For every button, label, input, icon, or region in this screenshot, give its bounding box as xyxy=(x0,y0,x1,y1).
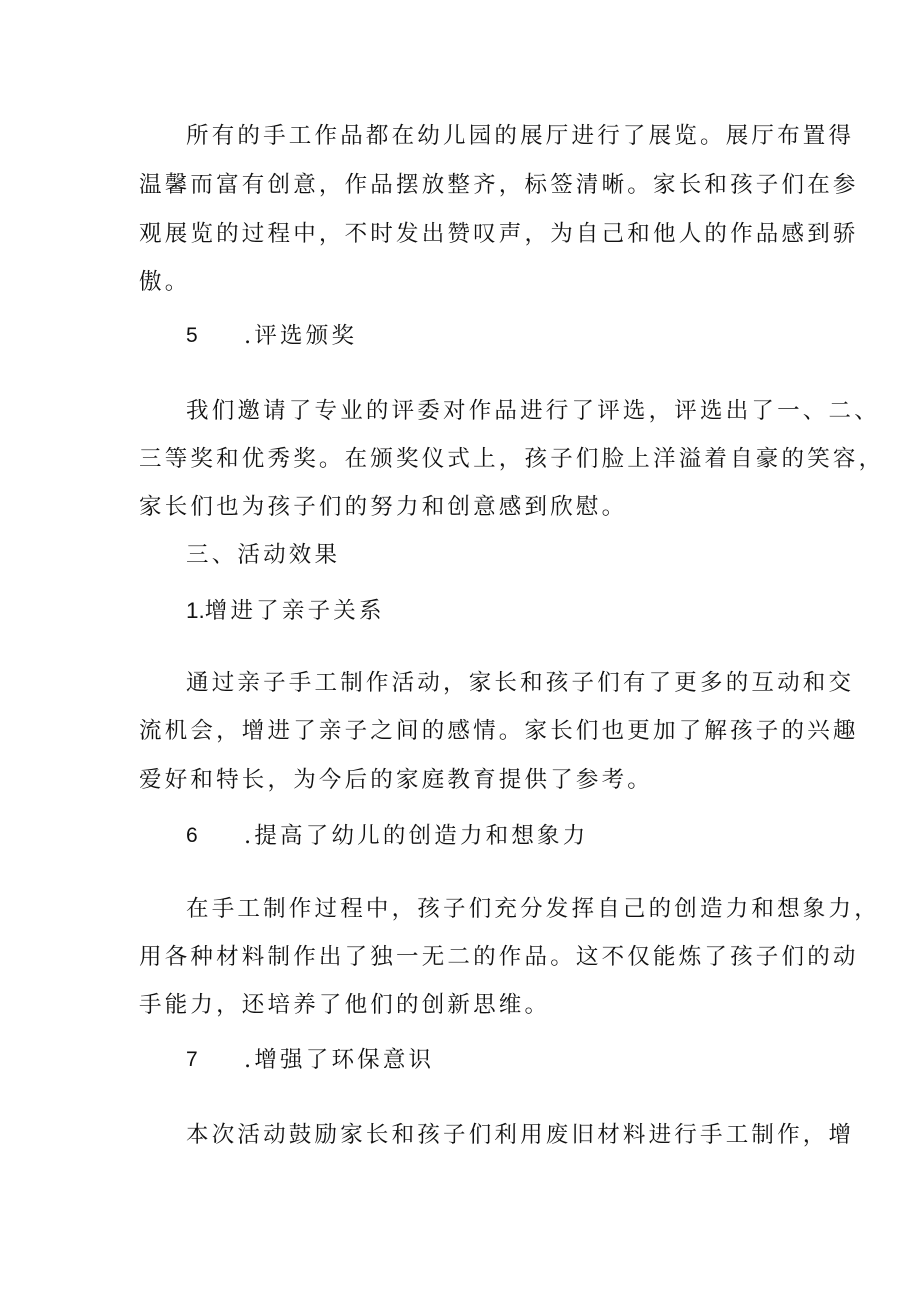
text-line: 手能力，还培养了他们的创新思维。 xyxy=(139,992,551,1018)
heading-title: .增强了环保意识 xyxy=(244,1047,435,1073)
heading-title: .提高了幼儿的创造力和想象力 xyxy=(244,823,589,849)
heading-title: 增进了亲子关系 xyxy=(204,598,385,624)
text-line: 爱好和特长，为今后的家庭教育提供了参考。 xyxy=(139,767,654,793)
heading-parent-child-relationship xyxy=(186,595,385,627)
text-line: 流机会，增进了亲子之间的感情。家长们也更加了解孩子的兴趣 xyxy=(139,718,859,744)
text-line: 傲。 xyxy=(139,269,191,295)
text-line: 家长们也为孩子们的努力和创意感到欣慰。 xyxy=(139,494,628,520)
heading-number: 1. xyxy=(186,598,205,623)
text-line: 观展览的过程中，不时发出赞叹声，为自己和他人的作品感到骄 xyxy=(139,221,859,247)
text-line: 我们邀请了专业的评委对作品进行了评选，评选出了一、二、 xyxy=(186,398,880,424)
text-line: 温馨而富有创意，作品摆放整齐，标签清晰。家长和孩子们在参 xyxy=(139,172,859,198)
heading-title: .评选颁奖 xyxy=(244,323,358,349)
section-title-activity-effects: 三、活动效果 xyxy=(186,542,341,568)
text-line: 用各种材料制作出了独一无二的作品。这不仅能炼了孩子们的动 xyxy=(139,944,859,970)
heading-number: 7 xyxy=(186,1048,198,1071)
text-line: 在手工制作过程中，孩子们充分发挥自己的创造力和想象力， xyxy=(186,896,880,922)
text-line: 所有的手工作品都在幼儿园的展厅进行了展览。展厅布置得 xyxy=(186,123,855,149)
text-line: 三等奖和优秀奖。在颁奖仪式上，孩子们脸上洋溢着自豪的笑容， xyxy=(139,446,885,472)
heading-number: 6 xyxy=(186,824,198,847)
text-line: 本次活动鼓励家长和孩子们利用废旧材料进行手工制作，增 xyxy=(186,1122,855,1148)
text-line: 通过亲子手工制作活动，家长和孩子们有了更多的互动和交 xyxy=(186,670,855,696)
heading-number: 5 xyxy=(186,324,198,347)
